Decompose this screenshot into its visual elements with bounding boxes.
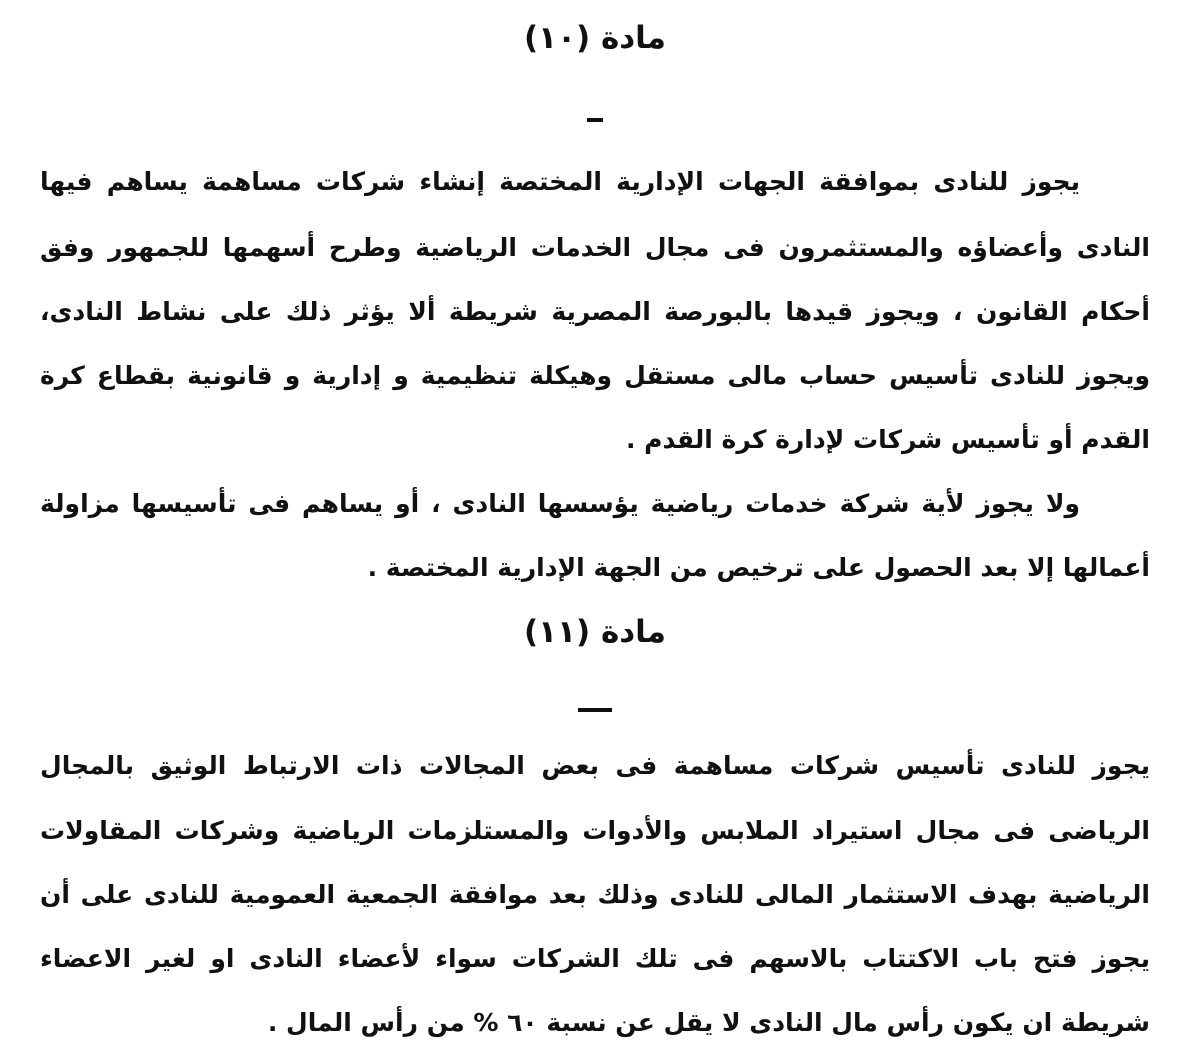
article-11-paragraph-1-line-2: الرياضى فى مجال استيراد الملابس والأدوات والمستلزمات الرياضية وشركات المقاولات [40,816,1150,845]
article-10-paragraph-1-line-5: القدم أو تأسيس شركات لإدارة كرة القدم . [625,425,1150,454]
article-10-paragraph-1-line-3: أحكام القانون ، ويجوز قيدها بالبورصة المصرية شريطة ألا يؤثر ذلك على نشاط النادى، [40,297,1150,326]
article-11-paragraph-1-line-4: يجوز فتح باب الاكتتاب بالاسهم فى تلك الشركات سواء لأعضاء النادى او لغير الاعضاء [40,944,1150,973]
article-11-paragraph-1-line-5: شريطة ان يكون رأس مال النادى لا يقل عن نسبة ٦٠ % من رأس المال . [267,1008,1150,1037]
article-10-separator [587,118,603,122]
article-11-title: مادة (١١) [523,614,667,650]
article-11-paragraph-1-line-1: يجوز للنادى تأسيس شركات مساهمة فى بعض المجالات ذات الارتباط الوثيق بالمجال [40,751,1150,780]
article-10-paragraph-2-line-2: أعمالها إلا بعد الحصول على ترخيص من الجهة الإدارية المختصة . [367,553,1150,582]
article-10-paragraph-1-line-1: يجوز للنادى بموافقة الجهات الإدارية المختصة إنشاء شركات مساهمة يساهم فيها [40,167,1080,196]
article-11-paragraph-1-line-3: الرياضية بهدف الاستثمار المالى للنادى وذلك بعد موافقة الجمعية العمومية للنادى على أن [40,880,1150,909]
article-10-paragraph-1-line-2: النادى وأعضاؤه والمستثمرون فى مجال الخدمات الرياضية وطرح أسهمها للجمهور وفق [40,233,1150,262]
article-10-title: مادة (١٠) [523,20,667,56]
article-10-paragraph-1-line-4: ويجوز للنادى تأسيس حساب مالى مستقل وهيكلة تنظيمية و إدارية و قانونية بقطاع كرة [40,361,1150,390]
article-10-paragraph-2-line-1: ولا يجوز لأية شركة خدمات رياضية يؤسسها النادى ، أو يساهم فى تأسيسها مزاولة [40,489,1080,518]
document-page [40,0,1150,1055]
article-11-separator [578,708,612,712]
